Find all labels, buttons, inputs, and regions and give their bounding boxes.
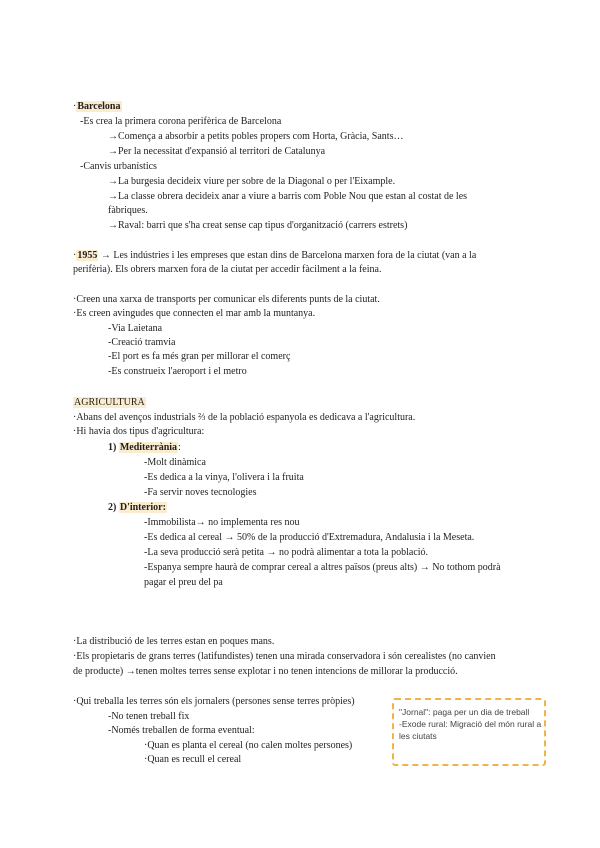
text-line: -Via Laietana [108,323,163,334]
text-line: ·Creen una xarxa de transports per comunicar els diferents punts de la ciutat. [73,294,380,305]
text-line: →Raval: barri que s'ha creat sense cap tipus d'organització (carrers estrets) [108,220,408,231]
barcelona-heading [73,100,122,114]
note-line: -Exode rural: Migració del món rural a [399,719,542,729]
text-line: -Només treballen de forma eventual: [108,725,255,736]
text-line: ·Hi havia dos tipus d'agricultura: [73,426,205,437]
text-line: -Canvis urbanístics [80,161,157,172]
text-line: ·Es creen avingudes que connecten el mar amb la muntanya. [73,308,316,319]
text-line: -Molt dinàmica [144,457,206,468]
text-line: perifèria). Els obrers marxen fora de la ciutat per accedir fàcilment a la feina. [73,264,382,275]
note-line: "Jornal": paga per un dia de treball [399,707,530,717]
text-line: →Per la necessitat d'expansió al territori de Catalunya [108,146,326,157]
list-number: 1) [108,442,119,453]
text-line: -El port es fa més gran per millorar el comerç [108,351,291,362]
text-line: pagar el preu del pa [144,577,223,588]
side-note-box [392,698,546,766]
text-line: →La burgesia decideix viure per sobre de la Diagonal o per l'Eixample. [108,176,396,187]
text-line: -Es crea la primera corona perifèrica de Barcelona [80,116,282,127]
bullet: · [73,250,77,261]
text-line: -Espanya sempre haurà de comprar cereal a altres països (preus alts) → No tothom podrà [144,562,501,573]
mediterrania-heading [108,441,181,455]
text-line: ·Qui treballa les terres són els jornalers (persones sense terres pròpies) [73,696,355,707]
section-title: AGRICULTURA [74,397,145,408]
text-line: -Es dedica a la vinya, l'olivera i la fruita [144,472,304,483]
text-line: ·Els propietaris de grans terres (latifundistes) tenen una mirada conservadora i són cerealistes (no canvien [73,651,496,662]
text-span: → Les indústries i les empreses que estan dins de Barcelona marxen fora de la ciutat (van a la [98,250,477,261]
year-label: 1955 [77,250,98,261]
text-line: -Immobilista→ no implementa res nou [144,517,300,528]
subsection-title: D'interior: [119,502,166,513]
text-line: -Fa servir noves tecnologies [144,487,257,498]
bullet: · [73,101,77,112]
text-line: ·Quan es recull el cereal [144,754,242,765]
text-line: ·Abans del avenços industrials ⅔ de la població espanyola es dedicava a l'agricultura. [73,412,416,423]
section-title: Barcelona [77,101,121,112]
text-line: ·La distribució de les terres estan en poques mans. [73,636,275,647]
text-line: -Es dedica al cereal → 50% de la producció d'Extremadura, Andalusia i la Meseta. [144,532,475,543]
text-line: -Creació tramvia [108,337,176,348]
text-line: -La seva producció serà petita → no podrà alimentar a tota la població. [144,547,429,558]
text-line: fàbriques. [108,205,148,216]
text-line: →Comença a absorbir a petits pobles propers com Horta, Gràcia, Sants… [108,131,404,142]
text-line: ·Quan es planta el cereal (no calen moltes persones) [144,740,353,751]
subsection-title: Mediterrània [119,442,178,453]
text-line: de producte) →tenen moltes terres sense explotar i no tenen intencions de millorar la producció. [73,666,458,677]
text-line: →La classe obrera decideix anar a viure a barris com Poble Nou que estan al costat de les [108,191,468,202]
text-line: -No tenen treball fix [108,711,190,722]
interior-heading [108,501,167,515]
agricultura-heading [73,396,146,410]
note-line: les ciutats [399,731,437,741]
list-number: 2) [108,502,119,513]
year-1955-line [73,249,476,263]
text-line: -Es construeix l'aeroport i el metro [108,366,247,377]
text-span: : [178,442,181,453]
